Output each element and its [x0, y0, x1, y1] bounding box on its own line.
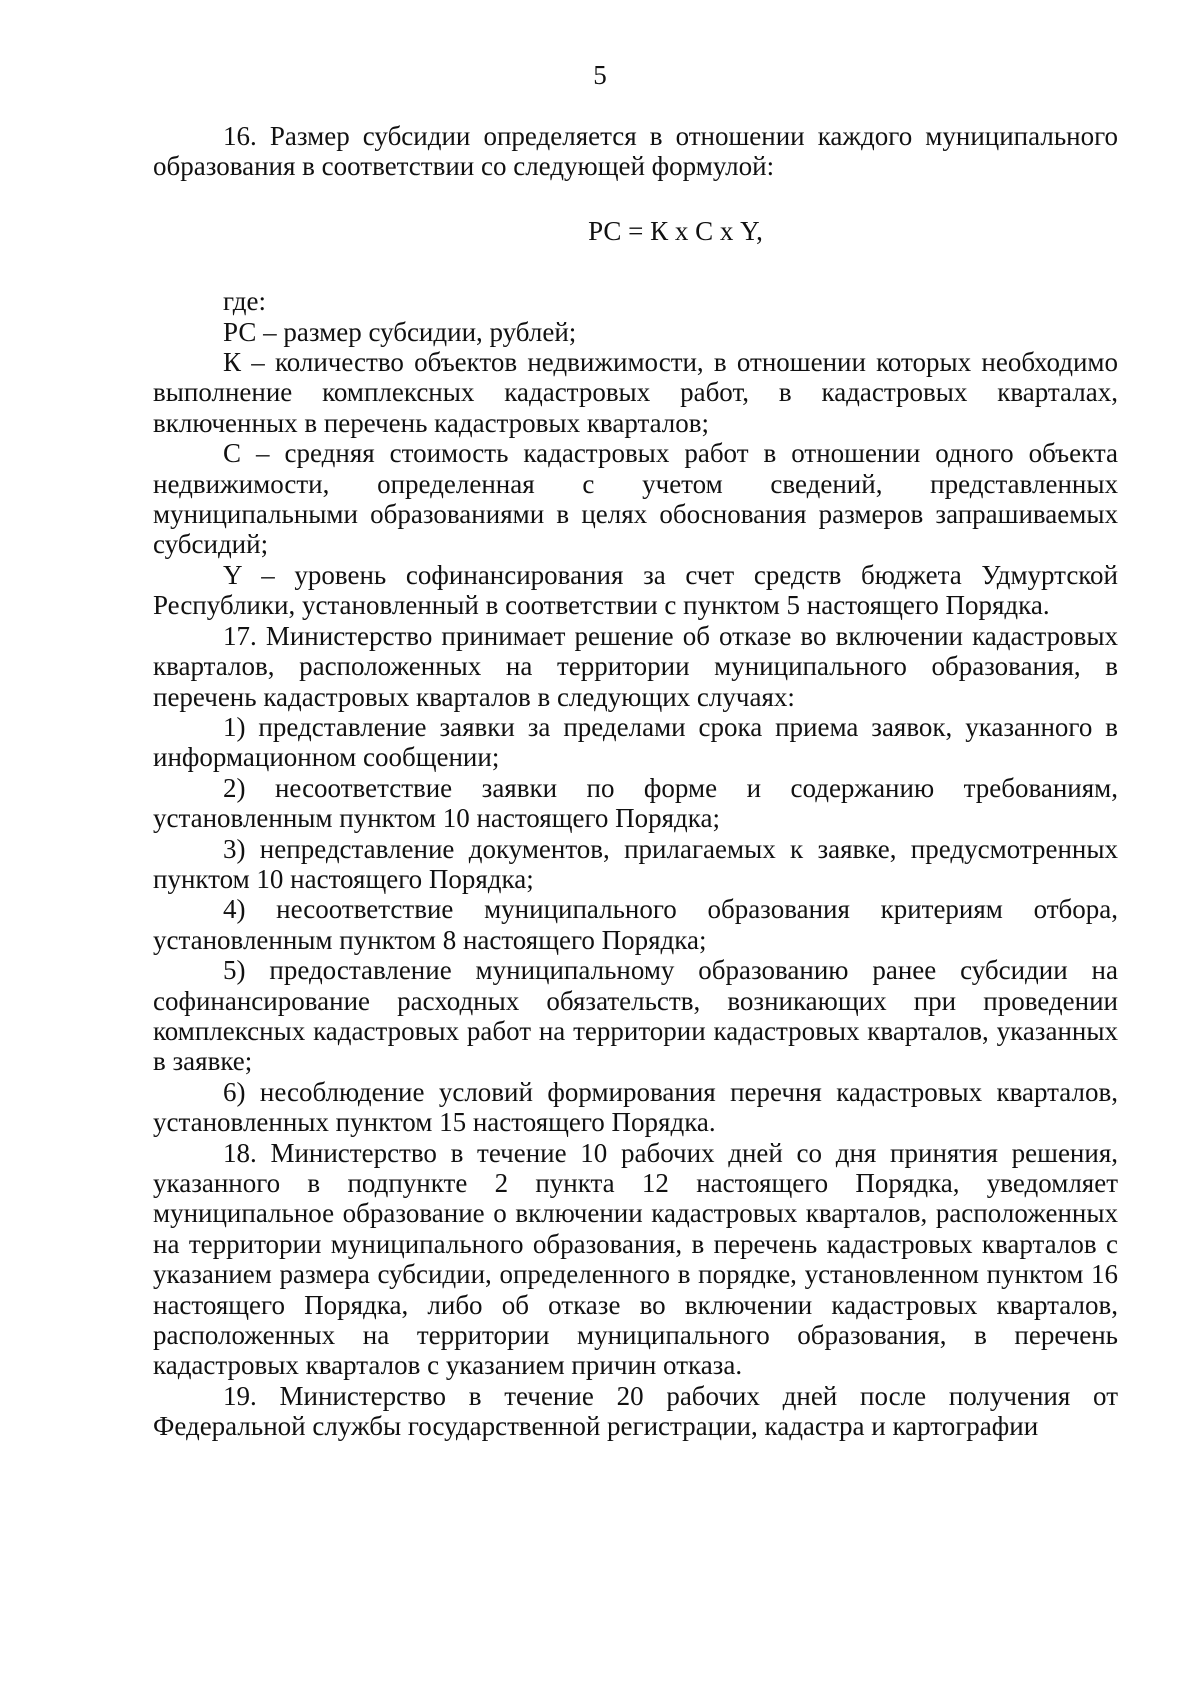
paragraph-17: 17. Министерство принимает решение об отказе во включении кадастровых кварталов, расположенных на территории муниципального образования, в перечень кадастровых кварталов в следующих случаях: [153, 620, 1118, 712]
formula-var-pc: РС – размер субсидии, рублей; [223, 316, 577, 347]
formula-where-label: где: [223, 286, 266, 317]
formula-var-y: Y – уровень софинансирования за счет средств бюджета Удмуртской Республики, установленный в соответствии с пунктом 5 настоящего Порядка. [153, 559, 1118, 621]
formula-var-c: С – средняя стоимость кадастровых работ в отношении одного объекта недвижимости, определенная с учетом сведений, представленных муниципальными образованиями в целях обоснования размеров запрашиваемых субсидий; [153, 438, 1118, 560]
paragraph-16: 16. Размер субсидии определяется в отношении каждого муниципального образования в соответствии со следующей формулой: [153, 121, 1118, 182]
document-body [153, 121, 1118, 1442]
refusal-case-6: 6) несоблюдение условий формирования перечня кадастровых кварталов, установленных пунктом 15 настоящего Порядка. [153, 1076, 1118, 1138]
refusal-case-2: 2) несоответствие заявки по форме и содержанию требованиям, установленным пунктом 10 настоящего Порядка; [153, 772, 1118, 834]
subsidy-formula: РС = К х С х Y, [588, 215, 763, 246]
refusal-case-1: 1) представление заявки за пределами срока приема заявок, указанного в информационном сообщении; [153, 711, 1118, 773]
refusal-case-3: 3) непредставление документов, прилагаемых к заявке, предусмотренных пунктом 10 настоящего Порядка; [153, 833, 1118, 894]
formula-var-k: К – количество объектов недвижимости, в отношении которых необходимо выполнение комплексных кадастровых работ, в кадастровых кварталах, включенных в перечень кадастровых кварталов; [153, 347, 1118, 438]
page-number: 5 [593, 60, 607, 90]
paragraph-18: 18. Министерство в течение 10 рабочих дней со дня принятия решения, указанного в подпункте 2 пункта 12 настоящего Порядка, уведомляет муниципальное образование о включении кадастровых кварталов, расположенных на территории муниципального образования, в перечень кадастровых кварталов с указанием размера субсидии, определенного в порядке, установленном пунктом 16 настоящего Порядка, либо об отказе во включении кадастровых кварталов, расположенных на территории муниципального образования, в перечень кадастровых кварталов с указанием причин отказа. [153, 1137, 1118, 1381]
refusal-case-5: 5) предоставление муниципальному образованию ранее субсидии на софинансирование расходных обязательств, возникающих при проведении комплексных кадастровых работ на территории кадастровых кварталов, указанных в заявке; [153, 955, 1118, 1077]
refusal-case-4: 4) несоответствие муниципального образования критериям отбора, установленным пунктом 8 настоящего Порядка; [153, 894, 1118, 955]
paragraph-19: 19. Министерство в течение 20 рабочих дней после получения от Федеральной службы государственной регистрации, кадастра и картографии [153, 1380, 1118, 1442]
